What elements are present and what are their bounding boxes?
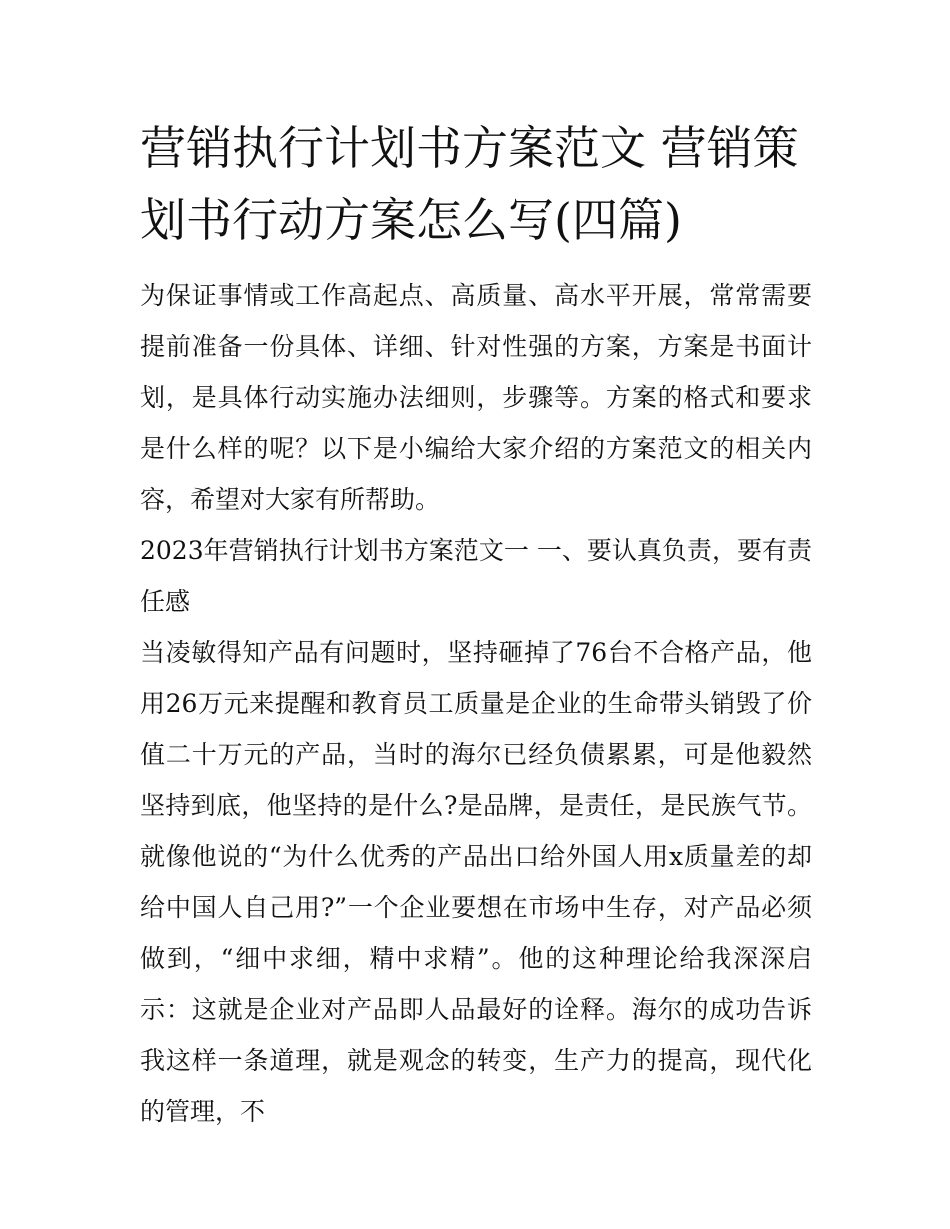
document-body — [140, 112, 812, 1137]
body-paragraph: 当凌敏得知产品有问题时，坚持砸掉了76台不合格产品，他用26万元来提醒和教育员工质量是企业的生命带头销毁了价值二十万元的产品，当时的海尔已经负债累累，可是他毅然坚持到底，他坚持的是什么?是品牌，是责任，是民族气节。就像他说的“为什么优秀的产品出口给外国人用x质量差的却给中国人自己用?”一个企业要想在市场中生存，对产品必须做到，“细中求细，精中求精”。他的这种理论给我深深启示：这就是企业对产品即人品最好的诠释。海尔的成功告诉我这样一条道理，就是观念的转变，生产力的提高，现代化的管理，不 — [140, 638, 812, 1126]
section-heading: 2023年营销执行计划书方案范文一 一、要认真负责，要有责任感 — [140, 536, 812, 616]
document-title: 营销执行计划书方案范文 营销策划书行动方案怎么写(四篇) — [140, 121, 799, 247]
intro-paragraph: 为保证事情或工作高起点、高质量、高水平开展，常常需要提前准备一份具体、详细、针对性强的方案，方案是书面计划，是具体行动实施办法细则，步骤等。方案的格式和要求是什么样的呢？以下是小编给大家介绍的方案范文的相关内容，希望对大家有所帮助。 — [140, 281, 812, 514]
